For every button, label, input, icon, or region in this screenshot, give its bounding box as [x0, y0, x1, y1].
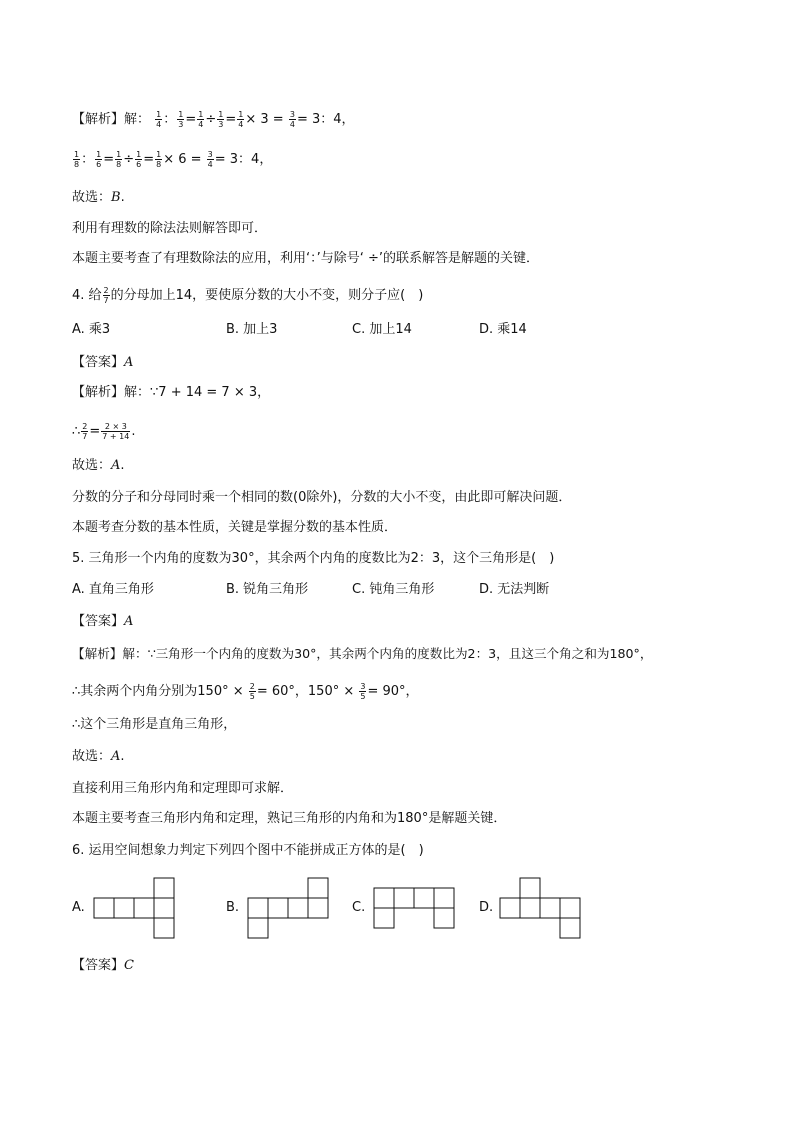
q5-solution-line-1: 【解析】解：∵三角形一个内角的度数为30°，其余两个内角的度数比为2：3，且这三个角之和为180°， — [72, 646, 653, 661]
q4-solution-line-1: 【解析】解：∵7 + 14 = 7 × 3， — [72, 385, 271, 400]
q4-answer: 【答案】A — [72, 355, 134, 370]
net-square — [154, 898, 174, 918]
q4-option-d: D. 乘14 — [479, 322, 527, 337]
fraction: $\frac{1}{8}$ — [116, 150, 122, 169]
q6-stem: 6. 运用空间想象力判定下列四个图中不能拼成正方体的是( ) — [72, 843, 424, 858]
fraction: $\frac{2}{7}$ — [82, 422, 88, 441]
net-square — [374, 888, 394, 908]
q5-option-b: B. 锐角三角形 — [226, 582, 309, 597]
net-square — [500, 898, 520, 918]
net-square — [308, 898, 328, 918]
net-square — [268, 898, 288, 918]
q3-note-1: 利用有理数的除法法则解答即可． — [72, 221, 268, 236]
net-square — [434, 888, 454, 908]
net-square — [134, 898, 154, 918]
q3-choose-line: 故选：B. — [72, 190, 125, 205]
fraction: $\frac{1}{3}$ — [178, 110, 184, 129]
fraction: $\frac{1}{3}$ — [218, 110, 224, 129]
net-square — [114, 898, 134, 918]
q4-choose-line: 故选：A. — [72, 458, 125, 473]
q6-option-c-label: C. — [352, 900, 366, 915]
net-square — [560, 898, 580, 918]
fraction: $\frac{1}{8}$ — [74, 150, 80, 169]
fraction: $\frac{1}{8}$ — [156, 150, 162, 169]
q6-option-a-label: A. — [72, 900, 85, 915]
q4-note-2: 本题考查分数的基本性质，关键是掌握分数的基本性质． — [72, 520, 398, 535]
fraction: $\frac{2}{5}$ — [249, 682, 255, 701]
net-square — [248, 898, 268, 918]
q6-net-d — [498, 876, 582, 940]
q5-solution-line-3: ∴这个三角形是直角三角形， — [72, 717, 237, 732]
net-square — [154, 878, 174, 898]
net-square — [414, 888, 434, 908]
fraction: $\frac{1}{6}$ — [136, 150, 142, 169]
net-square — [520, 898, 540, 918]
net-square — [308, 878, 328, 898]
q6-answer: 【答案】C — [72, 958, 134, 973]
net-square — [560, 918, 580, 938]
q5-option-d: D. 无法判断 — [479, 582, 550, 597]
q6-net-c — [372, 886, 456, 930]
q5-answer: 【答案】A — [72, 614, 134, 629]
q3-note-2: 本题主要考查了有理数除法的应用，利用‘：’与除号‘ ÷’的联系解答是解题的关键． — [72, 251, 540, 266]
net-square — [154, 918, 174, 938]
fraction: $\frac{1}{4}$ — [238, 110, 244, 129]
net-square — [248, 918, 268, 938]
q4-option-b: B. 加上3 — [226, 322, 278, 337]
fraction: $\frac{3}{4}$ — [207, 150, 213, 169]
q4-note-1: 分数的分子和分母同时乘一个相同的数(0除外)，分数的大小不变，由此即可解决问题． — [72, 490, 572, 505]
fraction: $\frac{3}{4}$ — [289, 110, 295, 129]
net-square — [94, 898, 114, 918]
net-square — [288, 898, 308, 918]
net-square — [434, 908, 454, 928]
q5-option-a: A. 直角三角形 — [72, 582, 154, 597]
q5-solution-line-2: ∴其余两个内角分别为150° × $\frac{2}{5}$ = 60°，150° × $\frac{3}{5}$ = 90°， — [72, 682, 419, 701]
q3-solution-line-1: 【解析】解： $\frac{1}{4}$ ： $\frac{1}{3}$ = $\frac{1}{4}$ ÷ $\frac{1}{3}$ = $\frac{1}{4}$ × 3 = $\frac{3}{4}$ = 3：4， — [72, 110, 355, 129]
fraction: $\frac{2}{7}$ — [103, 286, 109, 305]
q5-note-1: 直接利用三角形内角和定理即可求解． — [72, 781, 294, 796]
q4-solution-line-2: ∴ $\frac{2}{7}$ = $\frac{2 \times 3}{7 + 14}$ . — [72, 422, 136, 441]
q4-option-c: C. 加上14 — [352, 322, 412, 337]
fraction: $\frac{2 \times 3}{7 + 14}$ — [102, 422, 130, 441]
fraction: $\frac{1}{4}$ — [198, 110, 204, 129]
q6-option-d-label: D. — [479, 900, 494, 915]
q5-stem: 5. 三角形一个内角的度数为30°，其余两个内角的度数比为2：3，这个三角形是( ) — [72, 551, 555, 566]
fraction: $\frac{1}{6}$ — [96, 150, 102, 169]
q4-stem: 4. 给 $\frac{2}{7}$ 的分母加上14，要使原分数的大小不变，则分子应( ) — [72, 286, 424, 305]
q5-note-2: 本题主要考查三角形内角和定理，熟记三角形的内角和为180°是解题关键． — [72, 811, 507, 826]
q5-choose-line: 故选：A. — [72, 749, 125, 764]
q6-net-b — [246, 876, 330, 940]
net-square — [394, 888, 414, 908]
q6-option-b-label: B. — [226, 900, 240, 915]
q3-solution-line-2: $\frac{1}{8}$ ： $\frac{1}{6}$ = $\frac{1}{8}$ ÷ $\frac{1}{6}$ = $\frac{1}{8}$ × 6 = $\frac{3}{4}$ = 3：4， — [74, 150, 273, 169]
fraction: $\frac{1}{4}$ — [156, 110, 162, 129]
q5-option-c: C. 钝角三角形 — [352, 582, 435, 597]
q4-option-a: A. 乘3 — [72, 322, 111, 337]
net-square — [540, 898, 560, 918]
net-square — [520, 878, 540, 898]
q6-net-a — [92, 876, 176, 940]
net-square — [374, 908, 394, 928]
fraction: $\frac{3}{5}$ — [360, 682, 366, 701]
